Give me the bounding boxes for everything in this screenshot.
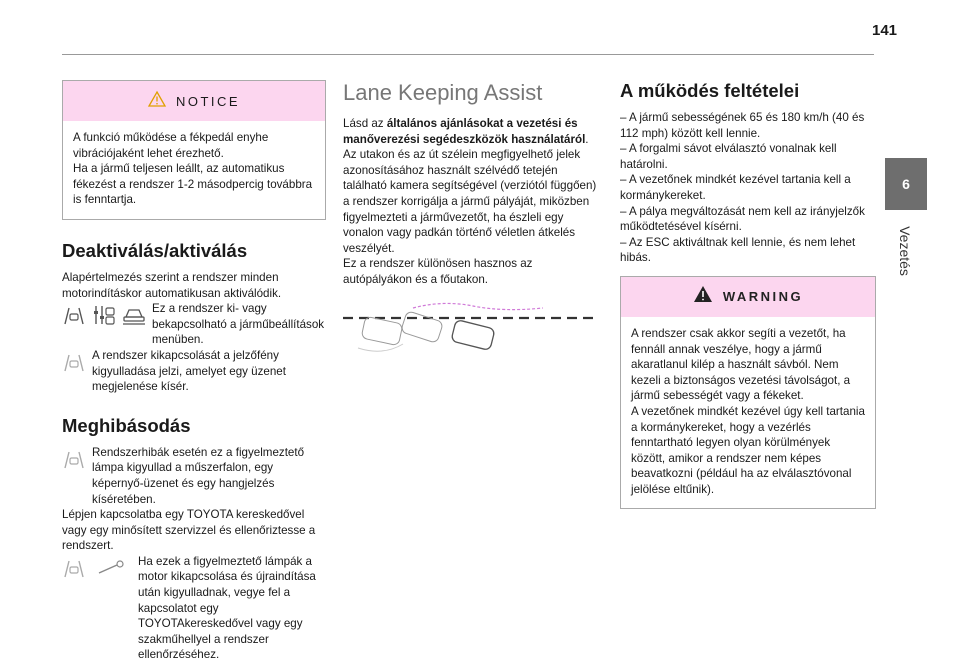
fault-text-1: Rendszerhibák esetén ez a figyelmeztető lámpa kigyullad a műszerfalon, egy képernyő-üzenet és egy hangjelzés kíséretében. <box>92 445 305 506</box>
lane-warning-lamp-icon <box>62 303 86 327</box>
warning-text-2: A vezetőnek mindkét kezével úgy kell tartania a kormánykereket, hogy a vezérlés fenntartható legyen olyan körülmények között, amikor a rendszer nem képes beavatkozni (például ha az elválasztóvonal jelölése eltűnik). <box>631 404 865 496</box>
deactivation-heading: Deaktiválás/aktiválás <box>62 239 248 261</box>
chapter-tab[interactable]: 6 <box>885 158 927 210</box>
warning-title: WARNING <box>722 289 804 305</box>
fault-heading: Meghibásodás <box>62 414 191 436</box>
conditions-heading: A működés feltételei <box>620 80 800 101</box>
fault-lamps-row <box>62 554 326 663</box>
warning-triangle-icon <box>148 91 166 112</box>
warning-header <box>621 277 875 317</box>
list-item: – A pálya megváltozását nem kell az irányjelzők működtetésével kísérni. <box>620 204 865 234</box>
deactivation-text-3: A rendszer kikapcsolását a jelzőfény kigyulladása jelzi, amelyet egy üzenet megjelenése kísér. <box>92 348 286 394</box>
notice-box <box>62 80 326 220</box>
warning-text-1: A rendszer csak akkor segíti a vezetőt, ha fennáll annak veszélye, hogy a jármű akaratlanul kilép a használt sávból. Nem kezeli a biztonságos vezetési távolságot, a jármű sebességét vagy a fékeket. <box>631 326 851 403</box>
page-number: 141 <box>872 22 898 39</box>
column-middle <box>343 80 603 362</box>
column-left <box>62 80 326 663</box>
warning-box <box>620 276 876 510</box>
lka-text-1: Lásd az általános ajánlásokat a vezetési és manőverezési segédeszközök használatáról. <box>343 117 589 146</box>
column-right <box>620 80 876 509</box>
chapter-label: Vezetés <box>897 226 914 276</box>
fault-text-3: Ha ezek a figyelmeztető lámpák a motor kikapcsolása és újraindítása után kigyulladnak, vegye fel a kapcsolatot egy TOYOTAkereskedővel vagy egy szakműhellyel a rendszer ellenőrzéséhez. <box>138 554 316 662</box>
list-item: – A jármű sebességének 65 és 180 km/h (40 és 112 mph) között kell lennie. <box>620 111 865 140</box>
list-item: – A vezetőnek mindkét kezével tartania kell a kormánykereket. <box>620 173 851 202</box>
fault-icon-row <box>62 445 326 507</box>
list-item: – A forgalmi sávot elválasztó vonalnak kell határolni. <box>620 142 837 171</box>
warning-body <box>621 317 875 509</box>
list-item: – Az ESC aktiváltnak kell lennie, és nem lehet hibás. <box>620 235 856 265</box>
notice-body <box>63 121 325 219</box>
lka-text-2: Az utakon és az út szélein megfigyelhető jelek azonosításához használt szélvédő tetején található kamera segítségével (verziótól függően) a rendszer korrigálja a jármű pályáját, miközben figyelmezteti a járművezetőt, ha észleli egy vonalon vagy padkán történő véletlen átkelés veszélyét. <box>343 148 597 255</box>
lka-text-3: Ez a rendszer különösen hasznos az autópályákon és a főutakon. <box>343 257 533 286</box>
deactivation-text-1: Alapértelmezés szerint a rendszer minden motorindításkor automatikusan aktiválódik. <box>62 270 282 300</box>
notice-title: NOTICE <box>175 93 241 109</box>
menu-settings-icon <box>92 303 116 327</box>
conditions-list <box>620 110 876 266</box>
notice-header <box>63 81 325 121</box>
deactivation-icon-row <box>62 301 326 348</box>
lane-warning-lamp-icon <box>62 447 86 471</box>
lane-assist-car-icon <box>122 303 146 327</box>
lka-heading: Lane Keeping Assist <box>343 80 543 105</box>
lane-keeping-illustration <box>343 298 599 362</box>
fault-text-2: Lépjen kapcsolatba egy TOYOTA kereskedővel vagy egy minősített szervizzel és ellenőriztesse a rendszert. <box>62 508 316 553</box>
notice-text-1: A funkció működése a fékpedál enyhe vibrációjaként lehet érezhető. <box>73 131 269 160</box>
warning-triangle-icon <box>693 285 713 308</box>
top-rule <box>62 54 874 55</box>
wrench-icon <box>92 556 132 580</box>
lane-warning-lamp-icon <box>62 350 86 374</box>
deactivation-text-2: Ez a rendszer ki- vagy bekapcsolható a járműbeállítások menüben. <box>152 302 325 347</box>
deactivation-indicator-row <box>62 348 326 395</box>
notice-text-2: Ha a jármű teljesen leállt, az automatikus fékezést a rendszer 1-2 másodpercig továbbra is fenntartja. <box>73 162 313 207</box>
lane-warning-lamp-icon <box>62 556 86 580</box>
